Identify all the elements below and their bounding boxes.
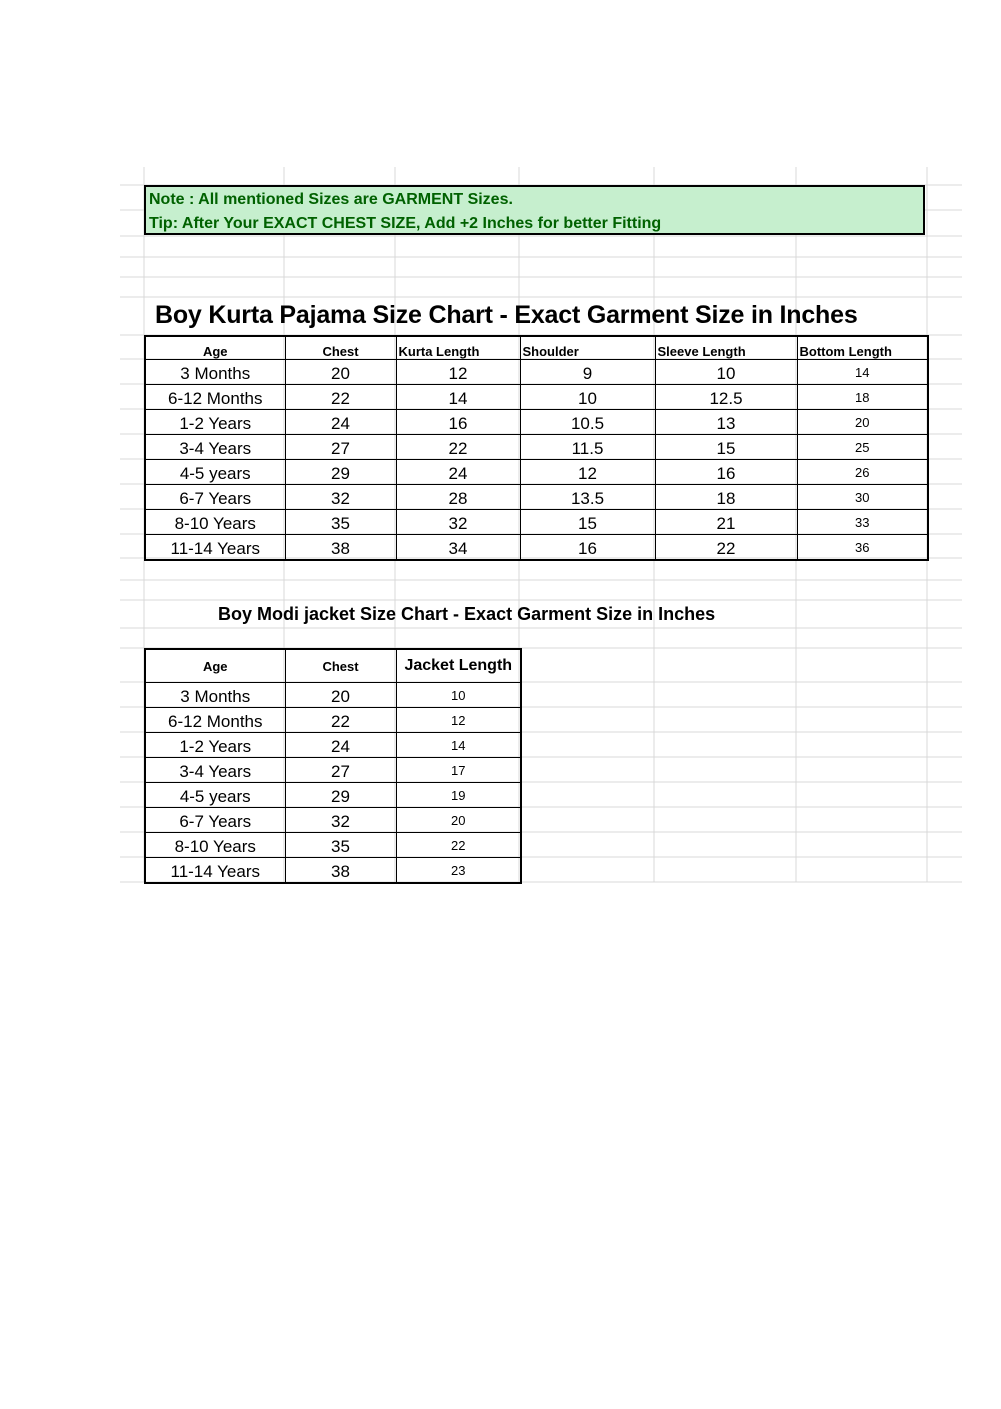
table-cell: 12.5 [655,385,797,410]
table-cell: 10 [655,360,797,385]
table-row [145,385,928,410]
table-cell: 18 [797,385,928,410]
table-cell: 11.5 [520,435,655,460]
table-cell: 27 [285,758,396,783]
column-header: Age [145,336,285,360]
kurta-chart-title: Boy Kurta Pajama Size Chart - Exact Garment Size in Inches [155,301,858,329]
table-row [145,485,928,510]
column-header: Shoulder [520,336,655,360]
table-cell: 14 [797,360,928,385]
table-cell: 20 [797,410,928,435]
table-row [145,708,521,733]
table-cell: 10.5 [520,410,655,435]
table-cell: 22 [655,535,797,561]
table-cell: 10 [396,683,521,708]
table-cell: 22 [285,708,396,733]
table-cell: 24 [285,733,396,758]
table-cell: 25 [797,435,928,460]
table-cell: 3 Months [145,683,285,708]
table-cell: 6-12 Months [145,708,285,733]
table-row [145,858,521,884]
table-cell: 20 [285,360,396,385]
table-cell: 32 [396,510,520,535]
table-cell: 22 [396,833,521,858]
table-cell: 38 [285,535,396,561]
table-cell: 20 [396,808,521,833]
table-header-row [145,649,521,683]
table-cell: 8-10 Years [145,833,285,858]
table-row [145,758,521,783]
jacket-chart-title: Boy Modi jacket Size Chart - Exact Garment Size in Inches [218,604,716,624]
table-cell: 9 [520,360,655,385]
table-cell: 18 [655,485,797,510]
table-cell: 24 [285,410,396,435]
table-cell: 11-14 Years [145,535,285,561]
table-cell: 3-4 Years [145,435,285,460]
table-row [145,410,928,435]
table-row [145,783,521,808]
column-header: Chest [285,336,396,360]
table-cell: 14 [396,733,521,758]
table-cell: 21 [655,510,797,535]
table-cell: 33 [797,510,928,535]
table-cell: 36 [797,535,928,561]
table-cell: 29 [285,460,396,485]
table-cell: 30 [797,485,928,510]
kurta-size-table [144,335,929,561]
table-cell: 1-2 Years [145,410,285,435]
table-cell: 11-14 Years [145,858,285,884]
table-cell: 28 [396,485,520,510]
table-row [145,435,928,460]
table-row [145,510,928,535]
table-cell: 22 [285,385,396,410]
table-cell: 35 [285,510,396,535]
table-row [145,535,928,561]
table-row [145,808,521,833]
table-cell: 29 [285,783,396,808]
table-cell: 10 [520,385,655,410]
table-cell: 38 [285,858,396,884]
tip-line: Tip: After Your EXACT CHEST SIZE, Add +2 Inches for better Fitting [149,215,662,232]
table-cell: 12 [520,460,655,485]
table-cell: 32 [285,485,396,510]
table-cell: 8-10 Years [145,510,285,535]
table-cell: 1-2 Years [145,733,285,758]
column-header: Chest [285,649,396,683]
table-cell: 3 Months [145,360,285,385]
table-cell: 19 [396,783,521,808]
table-cell: 20 [285,683,396,708]
table-row [145,683,521,708]
table-cell: 16 [396,410,520,435]
column-header: Age [145,649,285,683]
note-line: Note : All mentioned Sizes are GARMENT Sizes. [149,191,513,208]
table-cell: 4-5 years [145,783,285,808]
table-row [145,460,928,485]
table-cell: 15 [520,510,655,535]
table-cell: 26 [797,460,928,485]
table-header-row [145,336,928,360]
table-cell: 3-4 Years [145,758,285,783]
table-row [145,733,521,758]
table-cell: 34 [396,535,520,561]
table-row [145,833,521,858]
column-header: Kurta Length [396,336,520,360]
table-cell: 6-12 Months [145,385,285,410]
table-cell: 32 [285,808,396,833]
table-cell: 13.5 [520,485,655,510]
table-cell: 13 [655,410,797,435]
table-cell: 12 [396,360,520,385]
column-header: Sleeve Length [655,336,797,360]
table-cell: 16 [520,535,655,561]
table-cell: 14 [396,385,520,410]
table-cell: 4-5 years [145,460,285,485]
table-cell: 22 [396,435,520,460]
table-cell: 35 [285,833,396,858]
table-cell: 27 [285,435,396,460]
column-header: Bottom Length [797,336,928,360]
note-box [144,185,925,235]
table-cell: 12 [396,708,521,733]
table-cell: 6-7 Years [145,485,285,510]
table-cell: 23 [396,858,521,884]
table-cell: 6-7 Years [145,808,285,833]
table-cell: 15 [655,435,797,460]
table-cell: 16 [655,460,797,485]
table-cell: 17 [396,758,521,783]
table-row [145,360,928,385]
table-cell: 24 [396,460,520,485]
column-header: Jacket Length [396,649,521,683]
jacket-size-table [144,648,522,884]
